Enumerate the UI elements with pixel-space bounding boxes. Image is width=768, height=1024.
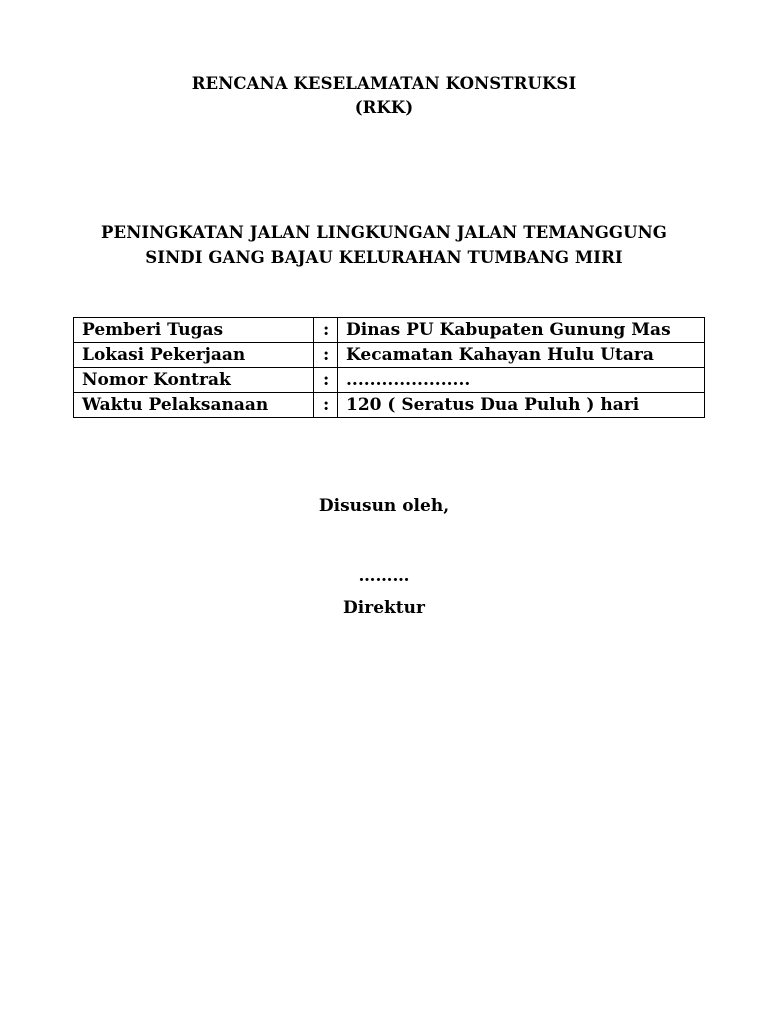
row-separator: : [314,343,338,368]
row-label: Waktu Pelaksanaan [74,393,314,418]
row-label: Lokasi Pekerjaan [74,343,314,368]
row-label: Pemberi Tugas [74,318,314,343]
row-value: ..................... [338,368,705,393]
row-separator: : [314,393,338,418]
project-info-table [73,317,705,418]
row-label: Nomor Kontrak [74,368,314,393]
document-title-abbreviation: (RKK) [354,98,414,117]
table-row [74,318,705,343]
prepared-by-label: Disusun oleh, [318,496,450,516]
row-separator: : [314,368,338,393]
project-name-line-1: PENINGKATAN JALAN LINGKUNGAN JALAN TEMANGGUNG [101,223,667,242]
table-row [74,393,705,418]
document-title: RENCANA KESELAMATAN KONSTRUKSI [191,74,577,93]
table-row [74,343,705,368]
signatory-position: Direktur [343,598,425,618]
table-row [74,368,705,393]
row-value: Dinas PU Kabupaten Gunung Mas [338,318,705,343]
row-value: 120 ( Seratus Dua Puluh ) hari [338,393,705,418]
row-separator: : [314,318,338,343]
signatory-name-placeholder: ……… [358,566,410,586]
project-name-line-2: SINDI GANG BAJAU KELURAHAN TUMBANG MIRI [145,248,623,267]
row-value: Kecamatan Kahayan Hulu Utara [338,343,705,368]
